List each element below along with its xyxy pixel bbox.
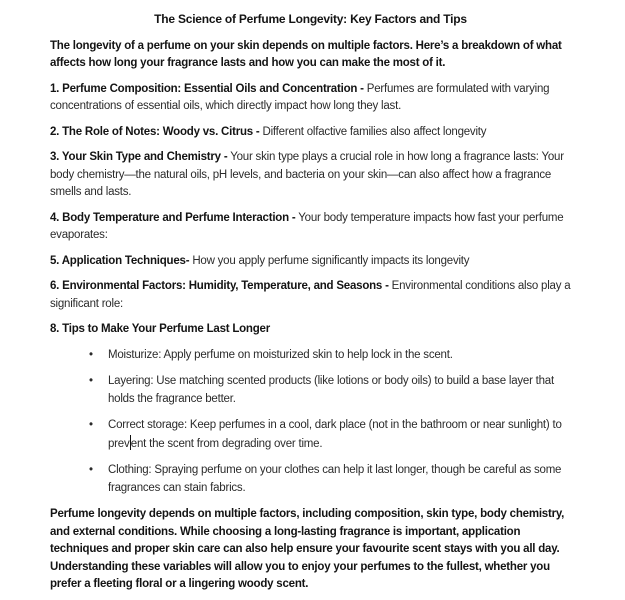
section-heading-2: 2. The Role of Notes: Woody vs. Citrus -	[50, 125, 260, 138]
section-paragraph-1	[50, 81, 571, 116]
document-title: The Science of Perfume Longevity: Key Factors and Tips	[154, 12, 467, 26]
tips-list	[50, 347, 571, 498]
list-item	[50, 417, 571, 453]
section-body-6: Environmental conditions also play a significant role:	[50, 280, 571, 310]
tip-text-4: Clothing: Spraying perfume on your clothes can help it last longer, though be careful as some fragrances can stain fabrics.	[108, 464, 562, 494]
section-heading-5: 5. Application Techniques-	[50, 254, 190, 267]
tip-text-3-before-caret: Correct storage: Keep perfumes in a cool, dark place (not in the bathroom or near sunlight) to prev	[108, 419, 562, 450]
section-body-4: Your body temperature impacts how fast your perfume evaporates:	[50, 211, 564, 241]
section-paragraph-5	[50, 253, 571, 271]
tip-text-1: Moisturize: Apply perfume on moisturized skin to help lock in the scent.	[108, 348, 453, 361]
tip-text-2: Layering: Use matching scented products (like lotions or body oils) to build a base layer that holds the fragrance better.	[108, 375, 554, 405]
list-item	[50, 373, 571, 408]
tip-text-3-after-caret: ent the scent from degrading over time.	[130, 437, 323, 450]
section-paragraph-2	[50, 124, 571, 142]
section-heading-1: 1. Perfume Composition: Essential Oils and Concentration -	[50, 82, 364, 95]
list-item	[50, 347, 571, 365]
section-body-2: Different olfactive families also affect longevity	[262, 125, 487, 138]
section-paragraph-6	[50, 278, 571, 313]
section-paragraph-3	[50, 149, 571, 202]
intro-paragraph: The longevity of a perfume on your skin depends on multiple factors. Here’s a breakdown of what affects how long your fragrance lasts and how you can make the most of it.	[50, 39, 562, 69]
tips-heading: 8. Tips to Make Your Perfume Last Longer	[50, 323, 270, 335]
section-body-5: How you apply perfume significantly impacts its longevity	[192, 254, 470, 267]
section-paragraph-4	[50, 210, 571, 245]
list-item	[50, 462, 571, 497]
section-heading-3: 3. Your Skin Type and Chemistry -	[50, 151, 228, 163]
section-body-1: Perfumes are formulated with varying concentrations of essential oils, which directly impact how long they last.	[50, 82, 550, 112]
section-heading-4: 4. Body Temperature and Perfume Interaction -	[50, 211, 296, 224]
section-body-3: Your skin type plays a crucial role in how long a fragrance lasts: Your body chemistry—the natural oils, pH levels, and bacteria on your skin—can also affect how a fragrance smells and lasts.	[50, 151, 564, 198]
section-heading-6: 6. Environmental Factors: Humidity, Temperature, and Seasons -	[50, 280, 389, 292]
conclusion-paragraph: Perfume longevity depends on multiple factors, including composition, skin type, body chemistry, and external conditions. While choosing a long-lasting fragrance is important, application techniques and proper skin care can also help ensure your favourite scent stays with you all day. Understanding these variables will allow you to enjoy your perfumes to the fullest, whether you prefer a fleeting floral or a lingering woody scent.	[50, 508, 565, 590]
